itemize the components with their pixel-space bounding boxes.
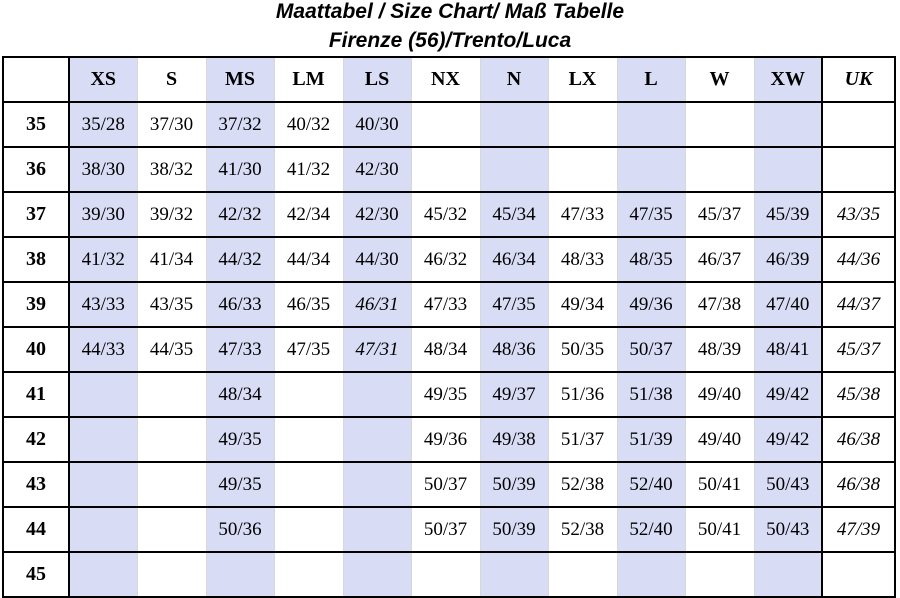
size-cell: 45/32 xyxy=(411,192,480,237)
size-cell: 44/33 xyxy=(69,327,137,372)
column-header-uk: UK xyxy=(822,57,895,102)
size-cell xyxy=(274,462,343,507)
size-cell: 46/35 xyxy=(274,282,343,327)
size-cell xyxy=(685,552,754,597)
table-row xyxy=(3,417,895,462)
row-header-size: 37 xyxy=(3,192,69,237)
size-cell: 51/38 xyxy=(617,372,685,417)
size-cell xyxy=(343,552,411,597)
column-header-ms: MS xyxy=(206,57,274,102)
size-cell: 43/33 xyxy=(69,282,137,327)
column-header-s: S xyxy=(137,57,206,102)
size-cell xyxy=(69,417,137,462)
size-cell xyxy=(411,102,480,147)
size-cell xyxy=(617,552,685,597)
size-cell xyxy=(754,552,822,597)
size-cell: 49/37 xyxy=(480,372,548,417)
column-header-n: N xyxy=(480,57,548,102)
size-cell: 50/41 xyxy=(685,507,754,552)
size-cell: 51/37 xyxy=(548,417,617,462)
size-cell: 50/35 xyxy=(548,327,617,372)
size-cell xyxy=(480,147,548,192)
size-cell: 47/38 xyxy=(685,282,754,327)
row-header-size: 44 xyxy=(3,507,69,552)
size-cell: 45/39 xyxy=(754,192,822,237)
size-cell: 50/41 xyxy=(685,462,754,507)
size-cell: 45/37 xyxy=(685,192,754,237)
size-cell xyxy=(480,552,548,597)
table-row xyxy=(3,147,895,192)
size-cell: 50/37 xyxy=(617,327,685,372)
size-cell: 38/30 xyxy=(69,147,137,192)
size-cell: 49/42 xyxy=(754,372,822,417)
size-cell xyxy=(343,417,411,462)
size-cell xyxy=(137,417,206,462)
size-cell: 49/40 xyxy=(685,417,754,462)
size-cell: 46/31 xyxy=(343,282,411,327)
size-cell: 48/34 xyxy=(411,327,480,372)
size-cell: 48/41 xyxy=(754,327,822,372)
size-cell: 51/36 xyxy=(548,372,617,417)
size-cell: 50/39 xyxy=(480,462,548,507)
size-cell xyxy=(69,507,137,552)
size-cell: 50/37 xyxy=(411,462,480,507)
size-cell: 43/35 xyxy=(822,192,895,237)
size-cell: 44/36 xyxy=(822,237,895,282)
size-cell xyxy=(343,507,411,552)
size-cell xyxy=(274,507,343,552)
table-row xyxy=(3,102,895,147)
size-cell xyxy=(754,147,822,192)
size-cell: 47/35 xyxy=(617,192,685,237)
size-cell: 46/38 xyxy=(822,462,895,507)
table-row xyxy=(3,462,895,507)
size-cell: 47/33 xyxy=(206,327,274,372)
size-cell xyxy=(206,552,274,597)
size-cell: 41/34 xyxy=(137,237,206,282)
size-cell: 40/30 xyxy=(343,102,411,147)
size-cell: 45/37 xyxy=(822,327,895,372)
size-cell: 40/32 xyxy=(274,102,343,147)
column-header-xs: XS xyxy=(69,57,137,102)
chart-title: Maattabel / Size Chart/ Maß Tabelle xyxy=(275,0,625,23)
size-cell: 47/39 xyxy=(822,507,895,552)
size-cell: 49/40 xyxy=(685,372,754,417)
size-cell: 37/30 xyxy=(137,102,206,147)
column-header-w: W xyxy=(685,57,754,102)
size-cell: 44/32 xyxy=(206,237,274,282)
size-cell: 39/30 xyxy=(69,192,137,237)
size-cell: 47/33 xyxy=(548,192,617,237)
size-cell: 48/35 xyxy=(617,237,685,282)
table-row xyxy=(3,552,895,597)
size-cell xyxy=(137,507,206,552)
size-table xyxy=(2,56,896,598)
size-cell: 41/32 xyxy=(69,237,137,282)
column-header-l: L xyxy=(617,57,685,102)
size-cell xyxy=(69,552,137,597)
size-cell: 47/35 xyxy=(274,327,343,372)
size-cell xyxy=(69,372,137,417)
size-cell: 45/38 xyxy=(822,372,895,417)
size-cell: 49/36 xyxy=(617,282,685,327)
size-cell xyxy=(69,462,137,507)
size-cell: 42/30 xyxy=(343,147,411,192)
size-cell: 47/31 xyxy=(343,327,411,372)
size-cell xyxy=(822,552,895,597)
size-cell xyxy=(754,102,822,147)
size-cell: 49/36 xyxy=(411,417,480,462)
column-header-lm: LM xyxy=(274,57,343,102)
row-header-size: 41 xyxy=(3,372,69,417)
corner-cell xyxy=(3,57,69,102)
size-cell xyxy=(343,372,411,417)
size-cell: 42/32 xyxy=(206,192,274,237)
row-header-size: 39 xyxy=(3,282,69,327)
size-cell: 52/40 xyxy=(617,462,685,507)
size-cell: 50/39 xyxy=(480,507,548,552)
size-cell xyxy=(411,147,480,192)
size-cell: 39/32 xyxy=(137,192,206,237)
size-cell: 47/35 xyxy=(480,282,548,327)
column-header-nx: NX xyxy=(411,57,480,102)
chart-subtitle: Firenze (56)/Trento/Luca xyxy=(328,29,572,52)
size-cell: 52/38 xyxy=(548,462,617,507)
size-cell: 49/35 xyxy=(411,372,480,417)
column-header-lx: LX xyxy=(548,57,617,102)
size-cell: 50/43 xyxy=(754,507,822,552)
size-cell: 44/30 xyxy=(343,237,411,282)
size-cell: 48/36 xyxy=(480,327,548,372)
size-cell: 43/35 xyxy=(137,282,206,327)
size-cell xyxy=(548,102,617,147)
row-header-size: 42 xyxy=(3,417,69,462)
table-row xyxy=(3,372,895,417)
column-header-xw: XW xyxy=(754,57,822,102)
size-cell: 46/37 xyxy=(685,237,754,282)
size-cell: 46/39 xyxy=(754,237,822,282)
size-cell xyxy=(548,552,617,597)
row-header-size: 43 xyxy=(3,462,69,507)
size-cell: 50/36 xyxy=(206,507,274,552)
table-row xyxy=(3,507,895,552)
size-cell: 47/33 xyxy=(411,282,480,327)
size-cell: 41/30 xyxy=(206,147,274,192)
size-cell: 46/34 xyxy=(480,237,548,282)
size-cell xyxy=(274,372,343,417)
size-cell: 46/32 xyxy=(411,237,480,282)
size-cell xyxy=(685,147,754,192)
size-cell: 41/32 xyxy=(274,147,343,192)
size-cell: 46/38 xyxy=(822,417,895,462)
size-cell xyxy=(274,417,343,462)
size-cell: 44/35 xyxy=(137,327,206,372)
size-cell: 48/33 xyxy=(548,237,617,282)
size-cell xyxy=(480,102,548,147)
size-cell xyxy=(617,147,685,192)
row-header-size: 38 xyxy=(3,237,69,282)
size-cell: 50/37 xyxy=(411,507,480,552)
size-cell: 49/35 xyxy=(206,417,274,462)
size-cell xyxy=(343,462,411,507)
size-cell: 35/28 xyxy=(69,102,137,147)
size-cell: 52/40 xyxy=(617,507,685,552)
size-cell: 37/32 xyxy=(206,102,274,147)
size-cell: 49/42 xyxy=(754,417,822,462)
row-header-size: 35 xyxy=(3,102,69,147)
size-cell: 52/38 xyxy=(548,507,617,552)
table-row xyxy=(3,192,895,237)
row-header-size: 45 xyxy=(3,552,69,597)
size-cell: 49/35 xyxy=(206,462,274,507)
size-cell xyxy=(411,552,480,597)
size-cell: 49/34 xyxy=(548,282,617,327)
size-cell: 48/34 xyxy=(206,372,274,417)
table-row xyxy=(3,327,895,372)
size-cell: 48/39 xyxy=(685,327,754,372)
size-cell xyxy=(685,102,754,147)
table-row xyxy=(3,237,895,282)
size-cell: 45/34 xyxy=(480,192,548,237)
size-cell: 51/39 xyxy=(617,417,685,462)
header-row xyxy=(3,57,895,102)
size-cell: 38/32 xyxy=(137,147,206,192)
size-cell xyxy=(137,552,206,597)
table-row xyxy=(3,282,895,327)
size-cell xyxy=(822,147,895,192)
size-cell: 50/43 xyxy=(754,462,822,507)
size-cell xyxy=(617,102,685,147)
column-header-ls: LS xyxy=(343,57,411,102)
size-cell: 44/34 xyxy=(274,237,343,282)
size-cell xyxy=(274,552,343,597)
size-cell xyxy=(822,102,895,147)
size-cell: 47/40 xyxy=(754,282,822,327)
size-cell: 42/30 xyxy=(343,192,411,237)
row-header-size: 40 xyxy=(3,327,69,372)
size-cell: 42/34 xyxy=(274,192,343,237)
size-cell xyxy=(137,462,206,507)
size-cell xyxy=(137,372,206,417)
size-cell: 44/37 xyxy=(822,282,895,327)
row-header-size: 36 xyxy=(3,147,69,192)
size-cell: 49/38 xyxy=(480,417,548,462)
size-cell xyxy=(548,147,617,192)
size-cell: 46/33 xyxy=(206,282,274,327)
